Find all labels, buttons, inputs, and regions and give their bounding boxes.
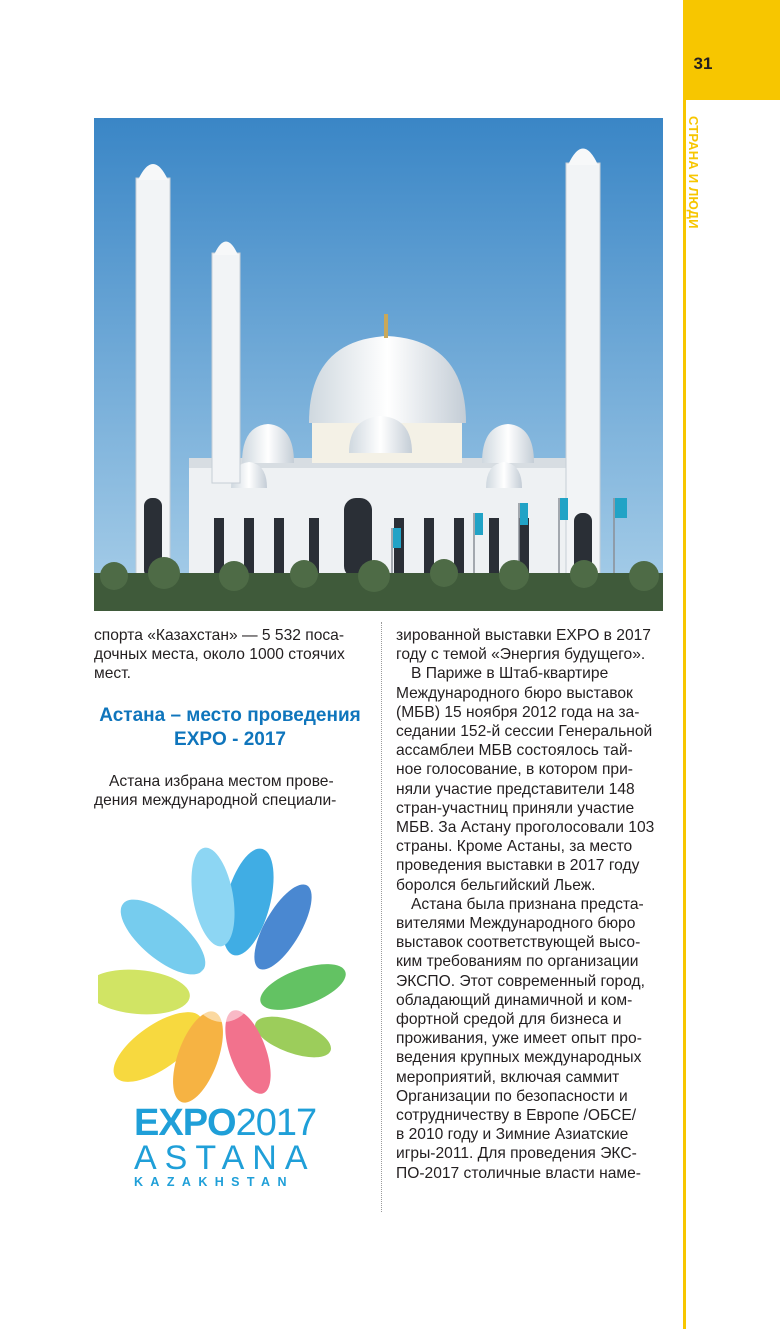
column-divider (381, 622, 382, 1212)
logo-expo: EXPO (134, 1102, 236, 1144)
text-line: ЭКСПО. Этот современный город, (396, 972, 645, 990)
text-line: ассамблеи МБВ состоялось тай- (396, 742, 633, 760)
section-title: СТРАНА И ЛЮДИ (686, 116, 701, 229)
text-line: боролся бельгийский Льеж. (396, 876, 596, 894)
text-line: мероприятий, включая саммит (396, 1068, 620, 1086)
text-line: проведения выставки в 2017 году (396, 857, 640, 875)
logo-city: ASTANA (134, 1139, 316, 1177)
text-line: сотрудничеству в Европе /ОБСЕ/ (396, 1107, 637, 1125)
text-line: Астана избрана местом прове- (109, 772, 334, 790)
text-line: стран-участниц приняли участие (396, 799, 635, 817)
section-title-vertical (683, 116, 707, 256)
mosque-photo (94, 118, 663, 611)
text-line: Организации по безопасности и (396, 1087, 628, 1105)
text-line: обладающий динамичной и ком- (396, 991, 633, 1009)
heading-line: Астана – место проведения (99, 704, 361, 726)
text-line: спорта «Казахстан» — 5 532 поса- (94, 627, 345, 644)
text-line: году с темой «Энергия будущего». (396, 646, 646, 664)
page-number-bar (683, 0, 780, 100)
text-line: ное голосование, в котором при- (396, 761, 633, 779)
mosque-photo-icon (94, 118, 663, 611)
section-heading (94, 704, 366, 752)
logo-year: 2017 (235, 1102, 317, 1144)
text-line: МБВ. За Астану проголосовали 103 (396, 819, 655, 837)
page-number: 31 (693, 54, 713, 73)
text-line: мест. (94, 665, 131, 683)
heading-line: EXPO - 2017 (174, 728, 286, 750)
text-line: в 2010 году и Зимние Азиатские (396, 1126, 629, 1144)
text-line: ПО-2017 столичные власти наме- (396, 1164, 641, 1182)
text-line: игры-2011. Для проведения ЭКС- (396, 1145, 637, 1163)
side-rule (683, 100, 686, 1329)
text-line: ведения крупных международных (396, 1049, 642, 1067)
text-line: няли участие представители 148 (396, 780, 635, 798)
text-line: проживания, уже имеет опыт про- (396, 1030, 642, 1048)
text-line: Астана была признана предста- (411, 895, 644, 913)
text-line: дочных места, около 1000 стоячих (94, 646, 345, 664)
text-line: фортной средой для бизнеса и (396, 1011, 622, 1029)
text-line: дения международной специали- (94, 791, 337, 809)
text-line: страны. Кроме Астаны, за место (396, 838, 633, 856)
text-line: выставок соответствующей высо- (396, 934, 641, 952)
text-line: зированной выставки EXPO в 2017 (396, 627, 651, 644)
logo-country: KAZAKHSTAN (134, 1175, 294, 1189)
logo-text (134, 1104, 344, 1190)
text-line: В Париже в Штаб-квартире (411, 665, 609, 683)
text-line: (МБВ) 15 ноября 2012 года на за- (396, 703, 640, 721)
left-column (94, 626, 366, 810)
text-line: Международного бюро выставок (396, 684, 633, 702)
right-column (396, 626, 665, 1183)
expo-2017-logo (98, 842, 348, 1189)
text-line: вителями Международного бюро (396, 915, 636, 933)
text-line: ким требованиям по организации (396, 953, 639, 971)
text-line: седании 152-й сессии Генеральной (396, 723, 653, 741)
